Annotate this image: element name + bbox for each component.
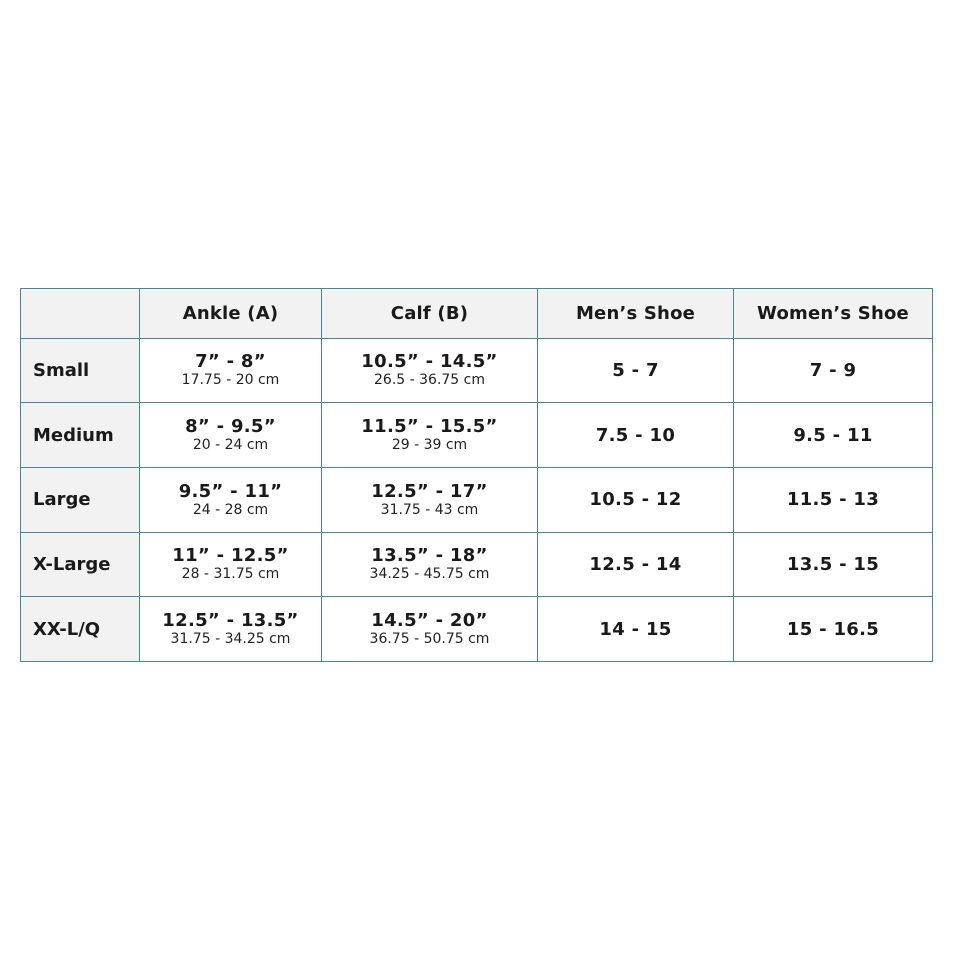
calf-cm: 34.25 - 45.75 cm: [369, 566, 490, 583]
size-label: X-Large: [21, 532, 140, 597]
mens-shoe-cell: 7.5 - 10: [538, 403, 734, 468]
mens-shoe-cell: 5 - 7: [538, 338, 734, 403]
calf-cell: [322, 467, 538, 532]
size-label: Medium: [21, 403, 140, 468]
ankle-cm: 24 - 28 cm: [192, 501, 269, 518]
ankle-cell: [140, 467, 322, 532]
header-womens-shoe: Women’s Shoe: [734, 289, 933, 339]
ankle-cell: [140, 532, 322, 597]
calf-inches: 12.5” - 17”: [371, 480, 488, 502]
header-corner-cell: [21, 289, 140, 339]
ankle-cm: 17.75 - 20 cm: [181, 372, 280, 389]
calf-inches: 10.5” - 14.5”: [361, 351, 498, 373]
table-row: [21, 403, 933, 468]
ankle-cell: [140, 338, 322, 403]
calf-cm: 26.5 - 36.75 cm: [374, 372, 485, 389]
calf-cell: [322, 338, 538, 403]
header-ankle: Ankle (A): [140, 289, 322, 339]
header-row: [21, 289, 933, 339]
ankle-inches: 8” - 9.5”: [185, 416, 276, 438]
size-label: XX-L/Q: [21, 597, 140, 662]
womens-shoe-cell: 11.5 - 13: [734, 467, 933, 532]
calf-cell: [322, 403, 538, 468]
calf-cell: [322, 532, 538, 597]
ankle-inches: 7” - 8”: [195, 351, 266, 373]
womens-shoe-cell: 9.5 - 11: [734, 403, 933, 468]
table-row: [21, 597, 933, 662]
ankle-inches: 11” - 12.5”: [172, 545, 289, 567]
womens-shoe-cell: 13.5 - 15: [734, 532, 933, 597]
mens-shoe-cell: 10.5 - 12: [538, 467, 734, 532]
table-row: [21, 532, 933, 597]
ankle-cell: [140, 403, 322, 468]
calf-cm: 29 - 39 cm: [391, 437, 468, 454]
calf-inches: 13.5” - 18”: [371, 545, 488, 567]
calf-inches: 11.5” - 15.5”: [361, 416, 498, 438]
calf-cm: 31.75 - 43 cm: [380, 501, 479, 518]
header-calf: Calf (B): [322, 289, 538, 339]
ankle-cm: 31.75 - 34.25 cm: [170, 631, 291, 648]
table-row: [21, 338, 933, 403]
mens-shoe-cell: 12.5 - 14: [538, 532, 734, 597]
calf-inches: 14.5” - 20”: [371, 610, 488, 632]
womens-shoe-cell: 7 - 9: [734, 338, 933, 403]
calf-cm: 36.75 - 50.75 cm: [369, 631, 490, 648]
mens-shoe-cell: 14 - 15: [538, 597, 734, 662]
ankle-cm: 28 - 31.75 cm: [181, 566, 280, 583]
table-row: [21, 467, 933, 532]
size-label: Small: [21, 338, 140, 403]
ankle-inches: 12.5” - 13.5”: [162, 610, 299, 632]
ankle-cell: [140, 597, 322, 662]
ankle-inches: 9.5” - 11”: [178, 480, 283, 502]
ankle-cm: 20 - 24 cm: [192, 437, 269, 454]
calf-cell: [322, 597, 538, 662]
size-label: Large: [21, 467, 140, 532]
size-chart-table: [20, 288, 933, 662]
header-mens-shoe: Men’s Shoe: [538, 289, 734, 339]
womens-shoe-cell: 15 - 16.5: [734, 597, 933, 662]
